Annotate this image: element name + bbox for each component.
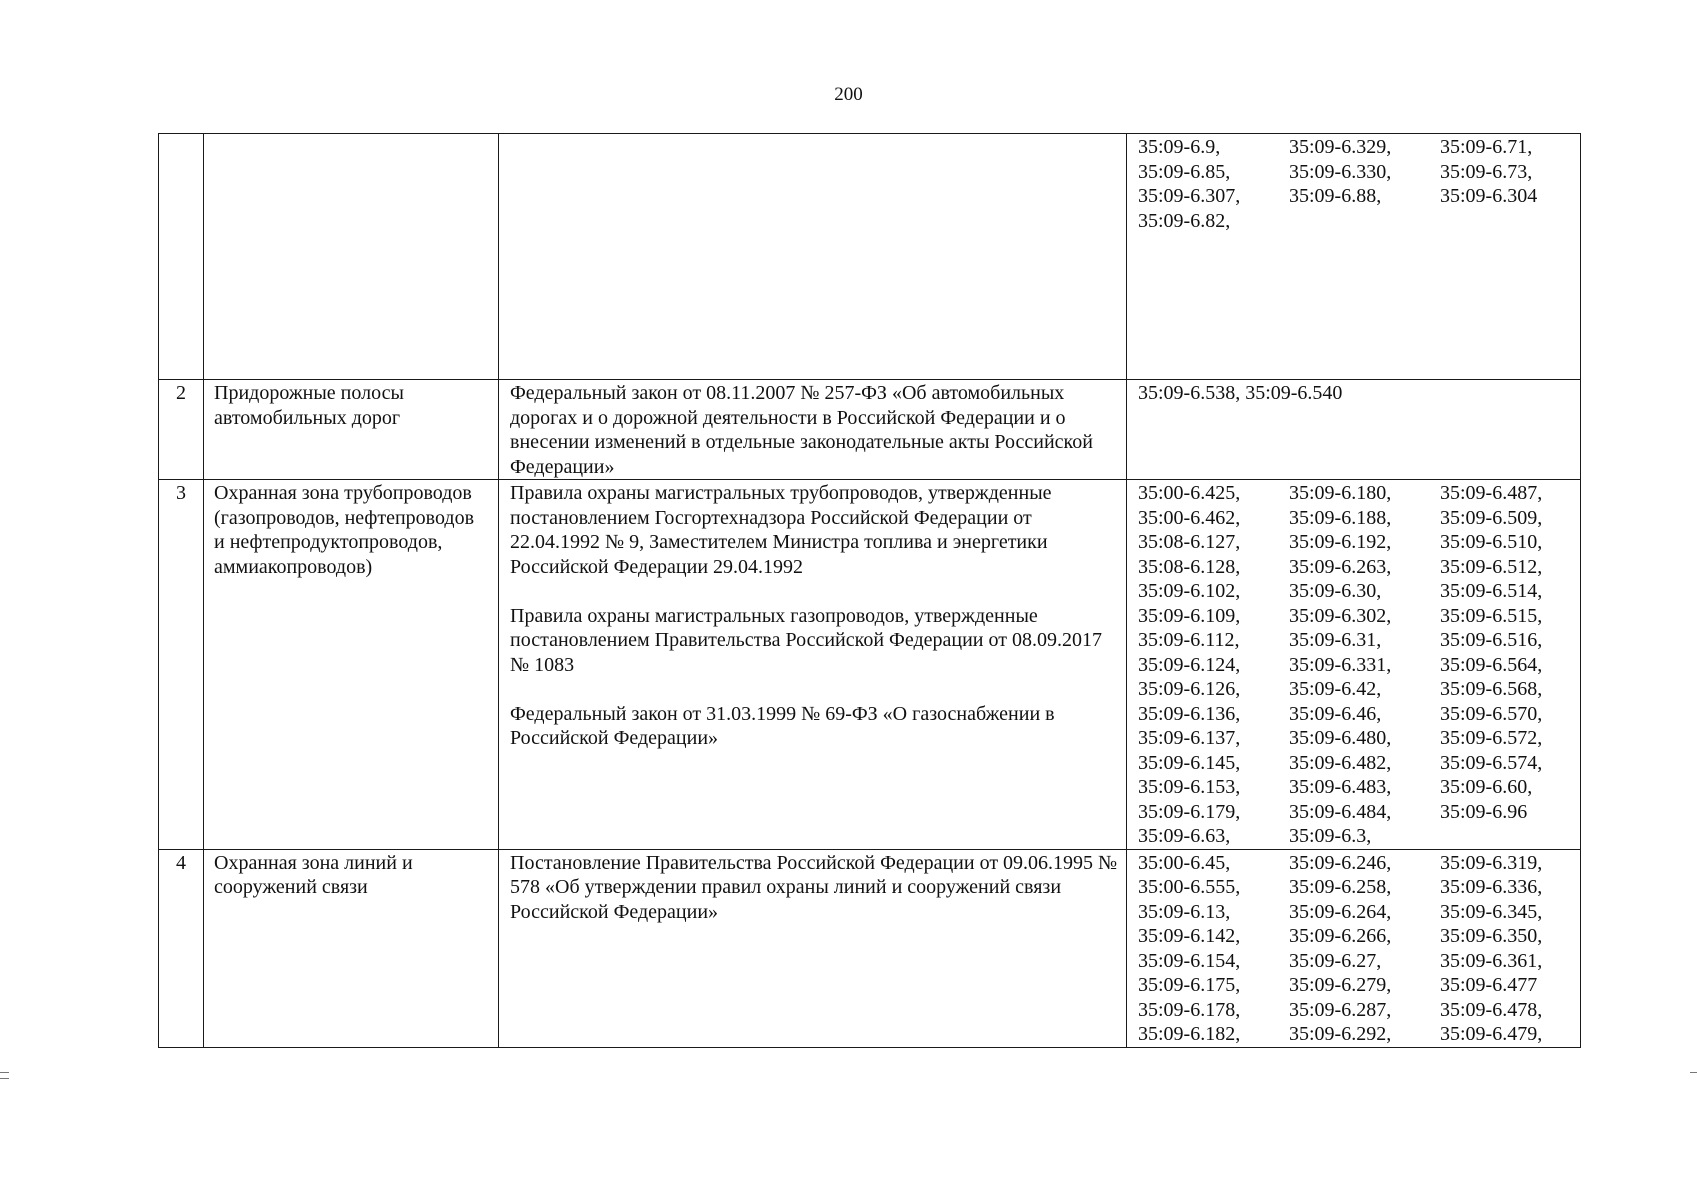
- cadastral-number: 35:09-6.27,: [1289, 949, 1382, 972]
- cadastral-number: 35:09-6.515,: [1440, 604, 1543, 627]
- cadastral-number: 35:09-6.31,: [1289, 629, 1382, 651]
- legal-act: Правила охраны магистральных газопроводов, утвержденные постановлением Правительства Российской Федерации от 08.09.2017 № 1083: [510, 604, 1102, 676]
- cadastral-number: [1289, 209, 1440, 234]
- cadastral-number: 35:09-6.477: [1440, 974, 1538, 996]
- cadastral-number: 35:09-6.304: [1440, 185, 1538, 207]
- cadastral-number: 35:09-6.361,: [1440, 949, 1543, 972]
- cadastral-number: 35:09-6.331,: [1289, 653, 1392, 676]
- cadastral-number: 35:09-6.258,: [1289, 876, 1392, 898]
- cadastral-number: 35:09-6.266,: [1289, 925, 1392, 947]
- cadastral-number: 35:09-6.287,: [1289, 998, 1392, 1021]
- cadastral-number: 35:09-6.142,: [1138, 925, 1241, 947]
- cadastral-number: 35:09-6.478,: [1440, 998, 1543, 1021]
- cadastral-number: 35:09-6.102,: [1138, 580, 1241, 602]
- cadastral-number: 35:09-6.279,: [1289, 974, 1392, 996]
- row-number: 2: [159, 380, 204, 480]
- cadastral-number: 35:09-6.350,: [1440, 925, 1543, 947]
- cadastral-number: 35:09-6.484,: [1289, 800, 1392, 823]
- legal-act: Федеральный закон от 31.03.1999 № 69-ФЗ «О газоснабжении в Российской Федерации»: [510, 702, 1055, 749]
- cadastral-number: 35:09-6.124,: [1138, 653, 1241, 676]
- cadastral-number: 35:09-6.514,: [1440, 580, 1543, 602]
- cadastral-number: 35:09-6.96: [1440, 800, 1528, 823]
- table-row: [159, 849, 1581, 1047]
- cadastral-number: 35:09-6.178,: [1138, 998, 1241, 1021]
- cadastral-number: 35:09-6.112,: [1138, 629, 1240, 651]
- cadastral-number: 35:09-6.109,: [1138, 604, 1241, 627]
- cadastral-number: 35:09-6.538, 35:09-6.540: [1138, 382, 1343, 404]
- cadastral-number: 35:09-6.319,: [1440, 851, 1543, 874]
- cadastral-number: 35:09-6.13,: [1138, 900, 1231, 923]
- legal-act: Федеральный закон от 08.11.2007 № 257-ФЗ «Об автомобильных дорогах и о дорожной деятельности в Российской Федерации и о внесении изменений в отдельные законодательные акты Российской Федерации»: [510, 382, 1093, 478]
- cadastral-number: 35:09-6.9,: [1138, 136, 1221, 158]
- cadastral-number: 35:09-6.512,: [1440, 555, 1543, 578]
- cadastral-number: 35:09-6.136,: [1138, 702, 1241, 725]
- cadastral-number: 35:09-6.336,: [1440, 876, 1543, 898]
- cadastral-number: 35:00-6.425,: [1138, 482, 1241, 504]
- cadastral-number: 35:09-6.126,: [1138, 678, 1241, 700]
- cadastral-number: 35:09-6.179,: [1138, 800, 1241, 823]
- table-row: [159, 134, 1581, 380]
- cadastral-number: 35:09-6.30,: [1289, 580, 1382, 602]
- legal-acts: [499, 134, 1127, 380]
- zone-name: [204, 134, 499, 380]
- row-number: [159, 134, 204, 380]
- cadastral-number: 35:09-6.3,: [1289, 825, 1372, 847]
- cadastral-number: 35:08-6.128,: [1138, 555, 1241, 578]
- cadastral-number: 35:09-6.329,: [1289, 136, 1392, 158]
- cadastral-number: 35:09-6.510,: [1440, 531, 1543, 553]
- legal-acts: [499, 480, 1127, 850]
- cadastral-number: 35:09-6.180,: [1289, 482, 1392, 504]
- cadastral-number: 35:09-6.42,: [1289, 678, 1382, 700]
- zone-name: Охранная зона линий и сооружений связи: [204, 849, 499, 1047]
- cadastral-number: 35:09-6.60,: [1440, 776, 1533, 798]
- cadastral-number: 35:09-6.292,: [1289, 1023, 1392, 1045]
- cadastral-number: 35:09-6.483,: [1289, 776, 1392, 798]
- cadastral-number: 35:09-6.302,: [1289, 604, 1392, 627]
- scan-mark: [1690, 1072, 1697, 1073]
- cadastral-number: 35:09-6.145,: [1138, 751, 1241, 774]
- zone-name: Охранная зона трубопроводов (газопроводов, нефтепроводов и нефтепродуктопроводов, аммиакопроводов): [204, 480, 499, 850]
- legal-acts: [499, 849, 1127, 1047]
- cadastral-number: [1440, 209, 1580, 234]
- cadastral-list: [1127, 380, 1581, 480]
- cadastral-number: 35:00-6.462,: [1138, 506, 1241, 529]
- cadastral-number: 35:09-6.564,: [1440, 653, 1543, 676]
- page-number: 200: [834, 84, 863, 105]
- cadastral-number: 35:09-6.568,: [1440, 678, 1543, 700]
- cadastral-number: 35:09-6.330,: [1289, 160, 1392, 183]
- cadastral-grid: [1138, 481, 1576, 849]
- legal-act: Постановление Правительства Российской Федерации от 09.06.1995 № 578 «Об утверждении правил охраны линий и сооружений связи Российской Федерации»: [510, 851, 1118, 923]
- cadastral-number: 35:09-6.85,: [1138, 160, 1231, 183]
- cadastral-number: 35:00-6.555,: [1138, 876, 1241, 898]
- cadastral-number: 35:09-6.71,: [1440, 136, 1533, 158]
- cadastral-number: 35:00-6.45,: [1138, 851, 1231, 874]
- cadastral-number: [1440, 824, 1580, 849]
- cadastral-number: 35:09-6.264,: [1289, 900, 1392, 923]
- cadastral-number: 35:09-6.509,: [1440, 506, 1543, 529]
- row-number: 4: [159, 849, 204, 1047]
- cadastral-number: 35:09-6.570,: [1440, 702, 1543, 725]
- cadastral-number: 35:09-6.63,: [1138, 825, 1231, 847]
- zones-table: [158, 133, 1581, 1048]
- table-row: [159, 480, 1581, 850]
- cadastral-grid: [1138, 851, 1576, 1047]
- cadastral-number: 35:09-6.182,: [1138, 1023, 1241, 1045]
- cadastral-number: 35:09-6.154,: [1138, 949, 1241, 972]
- cadastral-number: 35:09-6.574,: [1440, 751, 1543, 774]
- cadastral-list: [1127, 849, 1581, 1047]
- cadastral-number: 35:09-6.516,: [1440, 629, 1543, 651]
- cadastral-number: 35:09-6.345,: [1440, 900, 1543, 923]
- cadastral-number: 35:09-6.487,: [1440, 482, 1543, 504]
- cadastral-number: 35:09-6.175,: [1138, 974, 1241, 996]
- zone-name: Придорожные полосы автомобильных дорог: [204, 380, 499, 480]
- cadastral-number: 35:09-6.307,: [1138, 185, 1241, 207]
- cadastral-list: [1127, 134, 1581, 380]
- cadastral-number: 35:08-6.127,: [1138, 531, 1241, 553]
- cadastral-number: 35:09-6.572,: [1440, 727, 1543, 749]
- cadastral-number: 35:09-6.137,: [1138, 727, 1241, 749]
- cadastral-number: 35:09-6.480,: [1289, 727, 1392, 749]
- cadastral-number: 35:09-6.192,: [1289, 531, 1392, 553]
- scan-mark: [0, 1072, 9, 1073]
- cadastral-grid: [1138, 135, 1576, 233]
- cadastral-number: 35:09-6.73,: [1440, 160, 1533, 183]
- cadastral-list: [1127, 480, 1581, 850]
- cadastral-number: 35:09-6.263,: [1289, 555, 1392, 578]
- cadastral-number: 35:09-6.82,: [1138, 209, 1231, 232]
- legal-act: Правила охраны магистральных трубопроводов, утвержденные постановлением Госгортехнадзора Российской Федерации от 22.04.1992 № 9, Заместителем Министра топлива и энергетики Российской Федерации 29.04.1992: [510, 482, 1052, 578]
- table-row: [159, 380, 1581, 480]
- cadastral-number: 35:09-6.482,: [1289, 751, 1392, 774]
- cadastral-number: 35:09-6.479,: [1440, 1023, 1543, 1045]
- scan-mark: [0, 1078, 9, 1079]
- cadastral-number: 35:09-6.46,: [1289, 702, 1382, 725]
- cadastral-number: 35:09-6.188,: [1289, 506, 1392, 529]
- cadastral-number: 35:09-6.88,: [1289, 185, 1382, 207]
- cadastral-number: 35:09-6.153,: [1138, 776, 1241, 798]
- legal-acts: [499, 380, 1127, 480]
- cadastral-number: 35:09-6.246,: [1289, 851, 1392, 874]
- row-number: 3: [159, 480, 204, 850]
